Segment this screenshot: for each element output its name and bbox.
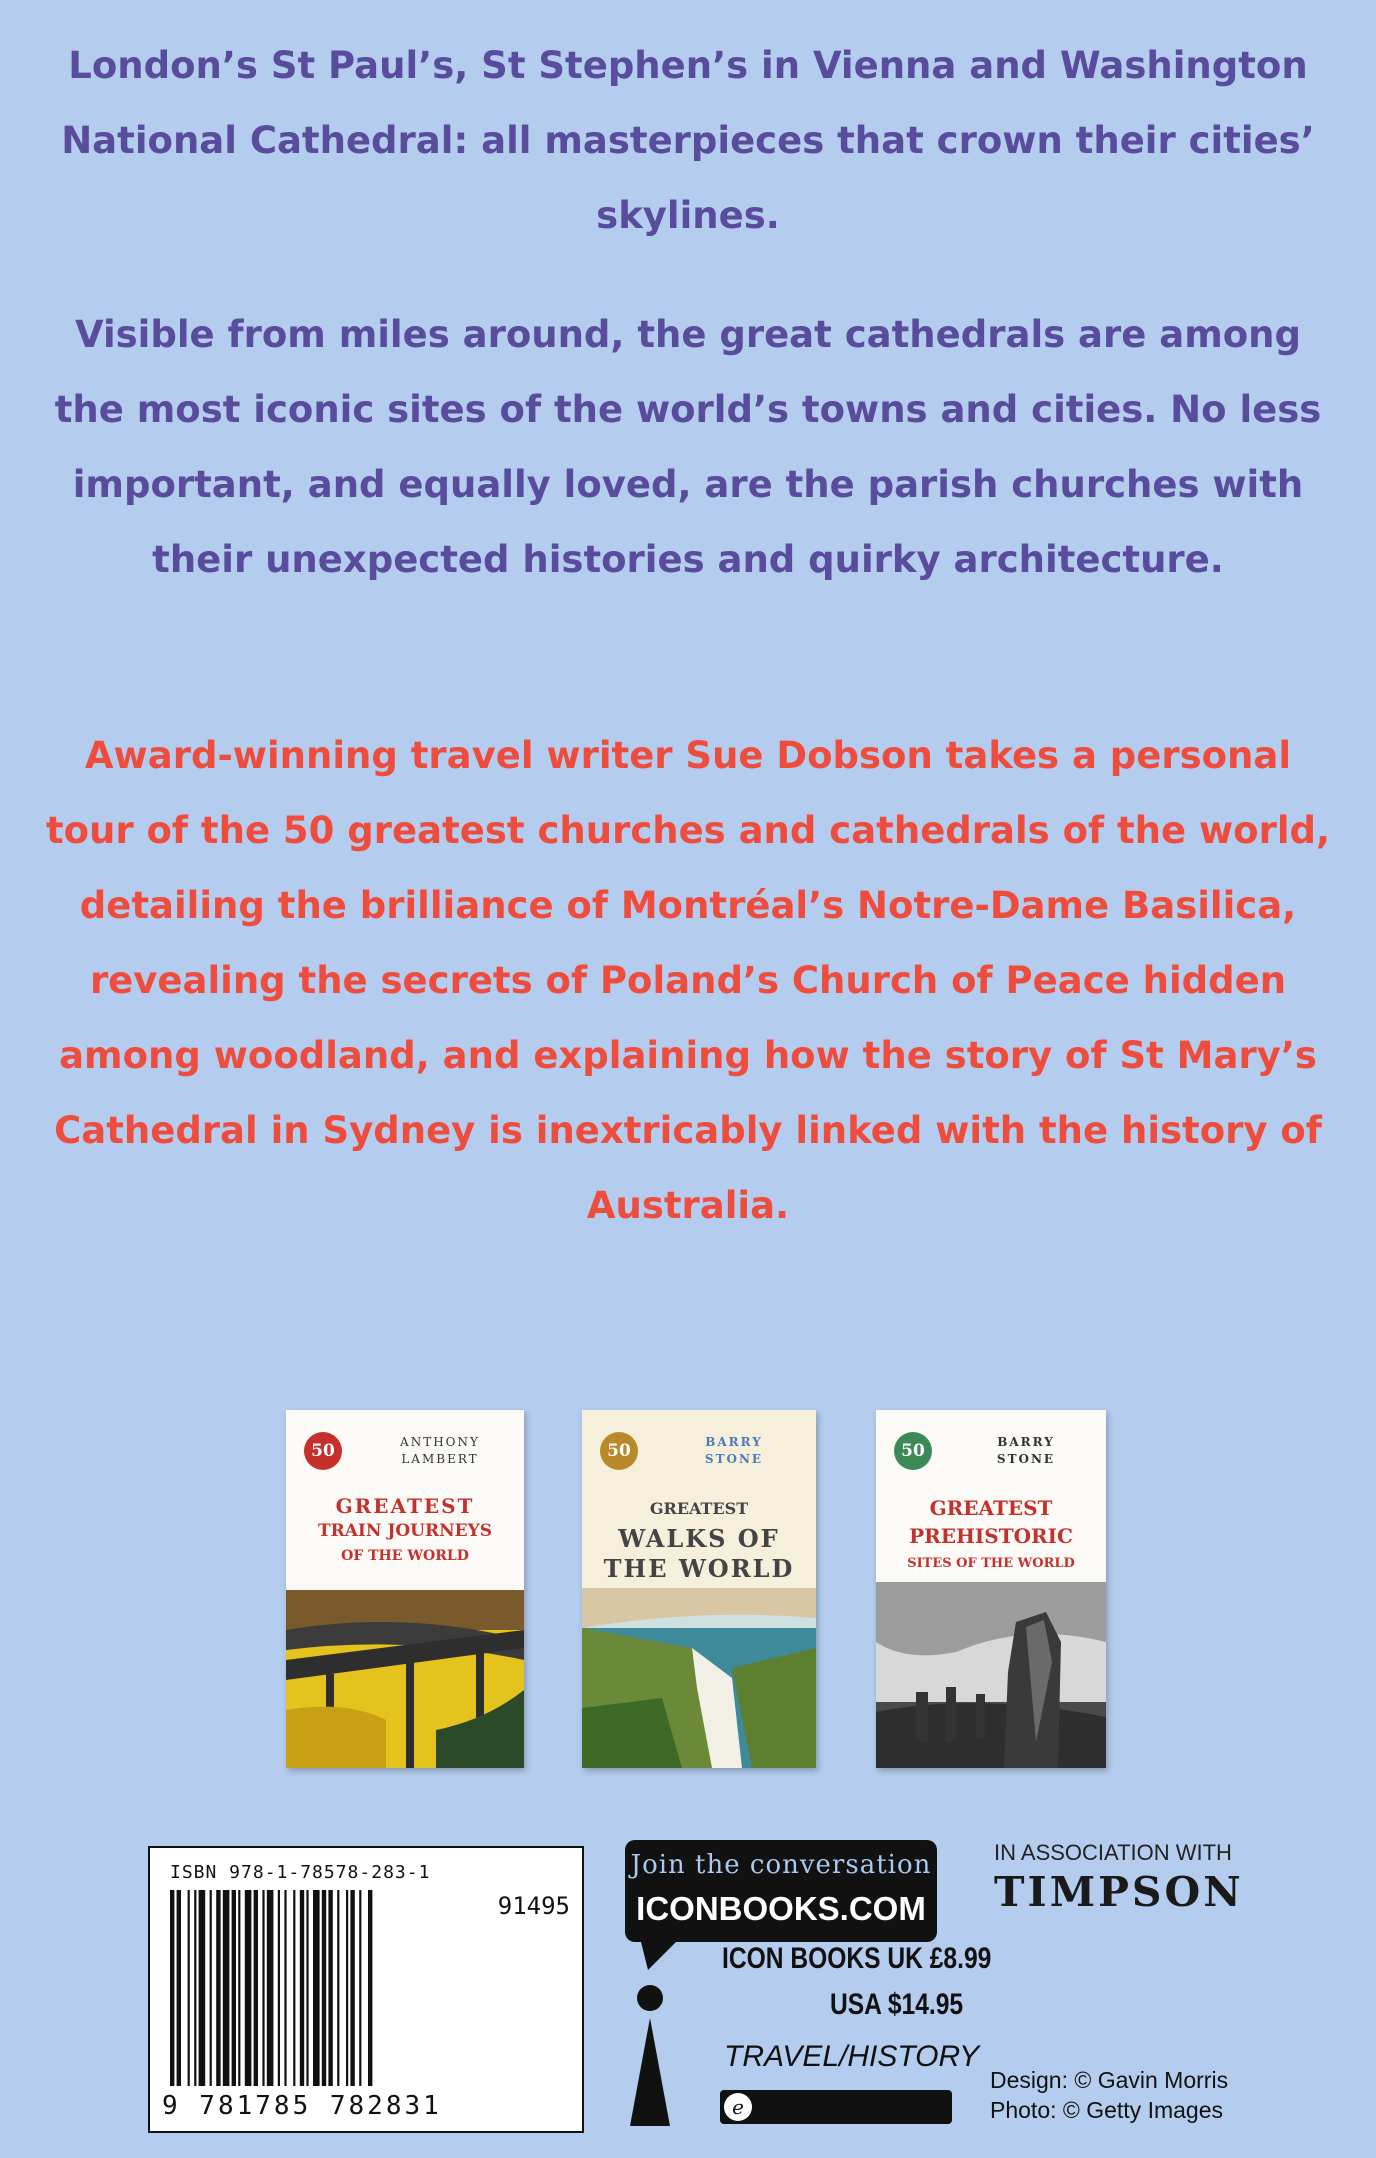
book-author: BARRY STONE [996, 1435, 1056, 1466]
standing-stones-photo [876, 1582, 1106, 1768]
ebook-e-icon: e [724, 2093, 752, 2121]
cliffs-illustration [582, 1588, 816, 1768]
series-book-walks [582, 1410, 816, 1768]
book-author: ANTHONY LAMBERT [400, 1435, 480, 1466]
partner-logo-timpson: TIMPSON [994, 1868, 1244, 1916]
book-title: GREATEST WALKS OF THE WORLD [603, 1499, 795, 1583]
series-book-train-journeys [286, 1410, 524, 1768]
price-us: USA $14.95 [830, 1988, 964, 2021]
blurb-context: Visible from miles around, the great cathedrals are among the most iconic sites of the world’s towns and cities. No less important, and equally loved, are the parish churches with their unexpected histories and quirky architecture. [54, 313, 1322, 581]
publisher-website: ICONBOOKS.COM [636, 1890, 926, 1927]
book-title: GREATEST TRAIN JOURNEYS OF THE WORLD [317, 1494, 493, 1564]
association-label: IN ASSOCIATION WITH [994, 1840, 1232, 1865]
publisher-website-banner [625, 1840, 937, 1942]
price-code: 91495 [497, 1892, 570, 1920]
price-uk: ICON BOOKS UK £8.99 [722, 1942, 992, 1975]
series-book-prehistoric [876, 1410, 1106, 1768]
join-conversation-text: Join the conversation [630, 1850, 932, 1880]
ebook-badge [720, 2090, 952, 2124]
book-category: TRAVEL/HISTORY [724, 2040, 980, 2073]
blurb-intro: London’s St Paul’s, St Stephen’s in Vienna and Washington National Cathedral: all masterpieces that crown their cities’ skylines. [61, 44, 1315, 237]
barcode-bars [170, 1890, 454, 2086]
series-50-badge: 50 [894, 1432, 932, 1470]
blurb-author-tour: Award-winning travel writer Sue Dobson takes a personal tour of the 50 greatest churches and cathedrals of the world, detailing the brilliance of Montréal’s Notre-Dame Basilica, revealing the secrets of Poland’s Church of Peace hidden among woodland, and explaining how the story of St Mary’s Cathedral in Sydney is inextricably linked with the history of Australia. [45, 734, 1331, 1227]
series-50-badge: 50 [304, 1432, 342, 1470]
isbn-barcode [148, 1846, 584, 2133]
icon-books-logo-icon [618, 1930, 718, 2130]
series-50-badge: 50 [600, 1432, 638, 1470]
book-title: GREATEST PREHISTORIC SITES OF THE WORLD [907, 1496, 1075, 1571]
train-viaduct-illustration [286, 1590, 524, 1768]
design-credit: Design: © Gavin Morris [990, 2067, 1229, 2093]
photo-credit: Photo: © Getty Images [990, 2097, 1223, 2123]
ean-number: 9 781785 782831 [162, 2091, 442, 2121]
isbn-text: ISBN 978-1-78578-283-1 [170, 1862, 431, 1883]
book-author: BARRY STONE [704, 1435, 764, 1466]
